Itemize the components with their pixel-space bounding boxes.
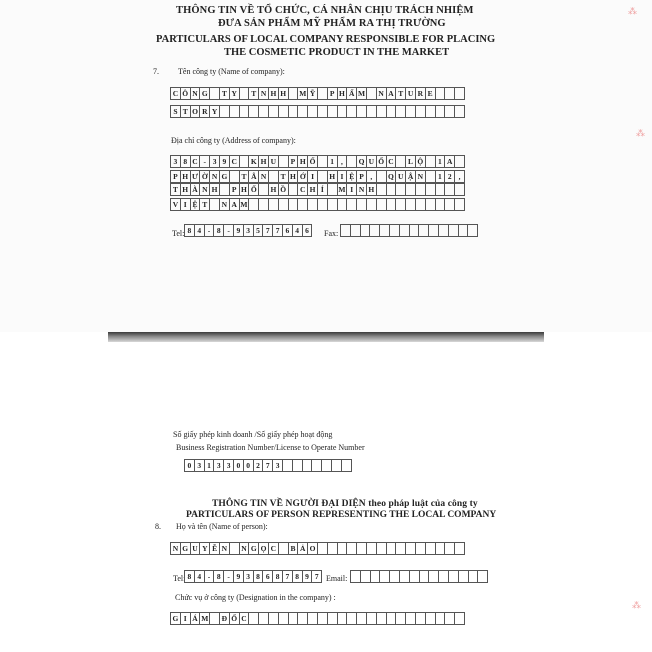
heading-en-line2: THE COSMETIC PRODUCT IN THE MARKET xyxy=(224,47,450,58)
char-box: Y xyxy=(209,105,220,118)
char-box: 5 xyxy=(253,224,264,237)
char-box: 3 xyxy=(243,570,254,583)
char-box: 4 xyxy=(194,224,205,237)
char-box: T xyxy=(239,170,250,183)
char-box xyxy=(467,224,478,237)
char-box: 8 xyxy=(180,155,191,168)
char-box: I xyxy=(180,612,191,625)
char-box: Ỹ xyxy=(307,87,318,100)
char-box: H xyxy=(288,170,299,183)
char-box: 0 xyxy=(243,459,254,472)
char-box: 1 xyxy=(435,155,446,168)
char-box: T xyxy=(199,198,210,211)
char-box: Q xyxy=(386,170,397,183)
char-box: C xyxy=(239,612,250,625)
char-box xyxy=(454,87,465,100)
char-box: , xyxy=(454,170,465,183)
heading-en-line1: PARTICULARS OF LOCAL COMPANY RESPONSIBLE FOR PLACING xyxy=(156,34,496,45)
char-box: H xyxy=(268,183,279,196)
char-box: T xyxy=(248,87,259,100)
char-box: V xyxy=(170,198,181,211)
address-row-4[interactable] xyxy=(170,198,465,211)
char-box: O xyxy=(307,542,318,555)
char-box: 9 xyxy=(233,224,244,237)
company-name-row-2[interactable] xyxy=(170,105,465,118)
char-box: L xyxy=(405,155,416,168)
char-box: 7 xyxy=(311,570,322,583)
char-box: Đ xyxy=(219,612,230,625)
char-box: T xyxy=(170,183,181,196)
char-box: M xyxy=(338,185,346,194)
char-box: Ớ xyxy=(297,170,308,183)
address-label: Địa chỉ công ty (Address of company): xyxy=(171,136,296,145)
char-box: N xyxy=(209,170,220,183)
char-box: G xyxy=(180,542,191,555)
char-box: N xyxy=(219,542,230,555)
char-box: B xyxy=(288,542,299,555)
char-box: 9 xyxy=(219,155,230,168)
char-box: 7 xyxy=(262,459,273,472)
char-box: 6 xyxy=(262,570,273,583)
char-box: C xyxy=(170,87,181,100)
char-box: Ô xyxy=(180,87,191,100)
char-box: - xyxy=(223,224,234,237)
designation-field[interactable] xyxy=(170,612,465,625)
char-box: - xyxy=(204,570,215,583)
address-row-1[interactable] xyxy=(170,155,465,168)
char-box: 6 xyxy=(302,224,313,237)
char-box: O xyxy=(190,105,201,118)
company-name-label: Tên công ty (Name of company): xyxy=(178,67,285,76)
char-box: Â xyxy=(248,170,259,183)
char-box: N xyxy=(199,183,210,196)
company-name-row-1[interactable] xyxy=(170,87,465,100)
char-box: - xyxy=(204,224,215,237)
char-box: N xyxy=(356,183,367,196)
char-box xyxy=(454,612,465,625)
char-box: 8 xyxy=(213,224,224,237)
char-box: Ờ xyxy=(199,170,210,183)
char-box: C xyxy=(190,155,201,168)
char-box: 9 xyxy=(233,570,244,583)
person-tel-label: Tel: xyxy=(173,574,186,583)
char-box: U xyxy=(366,155,377,168)
char-box: 3 xyxy=(194,459,205,472)
char-box: Y xyxy=(199,542,210,555)
char-box: , xyxy=(366,170,377,183)
char-box xyxy=(454,542,465,555)
char-box: 0 xyxy=(184,459,195,472)
form-page-bottom xyxy=(0,342,652,652)
char-box: G xyxy=(170,612,181,625)
person-name-field[interactable] xyxy=(170,542,465,555)
char-box: P xyxy=(170,170,181,183)
char-box: Ễ xyxy=(209,542,220,555)
char-box: C xyxy=(229,155,240,168)
char-box: Q xyxy=(356,155,367,168)
char-box xyxy=(341,459,352,472)
char-box: 1 xyxy=(435,170,446,183)
char-box: H xyxy=(307,183,318,196)
person-email-field[interactable] xyxy=(350,570,488,583)
char-box: H xyxy=(180,170,191,183)
char-box: 8 xyxy=(213,570,224,583)
char-box: N xyxy=(376,87,387,100)
rep-heading-vn: THÔNG TIN VỀ NGƯỜI ĐẠI DIỆN theo pháp luật của công ty xyxy=(212,499,478,509)
page-divider xyxy=(108,332,544,342)
char-box: 8 xyxy=(292,570,303,583)
char-box xyxy=(454,155,465,168)
char-box: Ọ xyxy=(258,542,269,555)
char-box: 8 xyxy=(184,224,195,237)
char-box: I xyxy=(307,170,318,183)
char-box: P xyxy=(229,183,240,196)
char-box: P xyxy=(288,155,299,168)
char-box: H xyxy=(297,155,308,168)
char-box: U xyxy=(395,170,406,183)
char-box: 3 xyxy=(209,155,220,168)
address-row-2[interactable] xyxy=(170,170,465,183)
business-registration-field[interactable] xyxy=(184,459,352,472)
designation-label: Chức vụ ở công ty (Designation in the company) : xyxy=(175,593,336,602)
char-box: 3 xyxy=(243,224,254,237)
char-box: H xyxy=(209,183,220,196)
char-box: 3 xyxy=(213,459,224,472)
char-box: Ộ xyxy=(415,155,426,168)
business-label-en: Business Registration Number/License to Operate Number xyxy=(176,443,365,452)
char-box: 6 xyxy=(282,224,293,237)
char-box: H xyxy=(239,183,250,196)
char-box xyxy=(454,105,465,118)
char-box: E xyxy=(425,87,436,100)
heading-vn-line2: ĐƯA SẢN PHẨM MỸ PHẨM RA THỊ TRƯỜNG xyxy=(218,18,446,29)
rep-heading-en: PARTICULARS OF PERSON REPRESENTING THE LOCAL COMPANY xyxy=(186,510,497,520)
stamp-mark-middle: ⁂ xyxy=(636,128,645,138)
char-box xyxy=(454,183,465,196)
char-box: S xyxy=(170,105,181,118)
char-box: 8 xyxy=(272,570,283,583)
char-box: 2 xyxy=(253,459,264,472)
char-box: Ố xyxy=(248,183,259,196)
char-box: H xyxy=(327,170,338,183)
char-box: 4 xyxy=(194,570,205,583)
char-box: Ệ xyxy=(346,170,357,183)
char-box: I xyxy=(180,198,191,211)
section-8-number: 8. xyxy=(155,522,161,531)
char-box: H xyxy=(258,155,269,168)
char-box: Ố xyxy=(376,155,387,168)
address-row-3[interactable] xyxy=(170,183,465,196)
char-box: P xyxy=(356,170,367,183)
char-box: M xyxy=(201,614,209,623)
char-box: Ố xyxy=(307,155,318,168)
char-box: 2 xyxy=(444,170,455,183)
char-box: 1 xyxy=(327,155,338,168)
char-box: R xyxy=(199,105,210,118)
char-box: H xyxy=(366,183,377,196)
company-tel-field[interactable] xyxy=(184,224,312,237)
char-box: A xyxy=(444,155,455,168)
char-box: K xyxy=(248,155,259,168)
business-label-vn: Số giấy phép kinh doanh /Số giấy phép hoạt động xyxy=(173,430,333,439)
char-box: G xyxy=(219,170,230,183)
char-box: - xyxy=(199,155,210,168)
char-box: I xyxy=(337,170,348,183)
char-box: Ẩ xyxy=(346,87,357,100)
stamp-mark-bottom: ⁂ xyxy=(632,600,641,610)
char-box: Ồ xyxy=(278,183,289,196)
char-box: N xyxy=(239,542,250,555)
char-box: C xyxy=(297,183,308,196)
char-box: Ố xyxy=(229,612,240,625)
char-box xyxy=(454,198,465,211)
char-box: H xyxy=(337,87,348,100)
char-box: G xyxy=(248,542,259,555)
char-box: Ư xyxy=(190,170,201,183)
char-box: - xyxy=(223,570,234,583)
char-box: M xyxy=(240,200,248,209)
char-box: P xyxy=(327,87,338,100)
char-box: Í xyxy=(317,183,328,196)
char-box: À xyxy=(190,183,201,196)
char-box: Ệ xyxy=(190,198,201,211)
char-box: N xyxy=(170,542,181,555)
char-box: Y xyxy=(229,87,240,100)
char-box: N xyxy=(219,198,230,211)
char-box: H xyxy=(180,183,191,196)
char-box: 8 xyxy=(253,570,264,583)
char-box: 3 xyxy=(223,459,234,472)
char-box: N xyxy=(258,170,269,183)
char-box: A xyxy=(386,87,397,100)
char-box: U xyxy=(268,155,279,168)
char-box: Ả xyxy=(297,542,308,555)
char-box: N xyxy=(415,170,426,183)
company-fax-field[interactable] xyxy=(340,224,478,237)
char-box: , xyxy=(337,155,348,168)
char-box: Á xyxy=(190,612,201,625)
char-box: H xyxy=(278,87,289,100)
char-box xyxy=(477,570,488,583)
char-box: 3 xyxy=(170,155,181,168)
char-box: 7 xyxy=(272,224,283,237)
section-7-number: 7. xyxy=(153,67,159,76)
char-box: U xyxy=(405,87,416,100)
char-box: M xyxy=(357,89,366,98)
char-box: 4 xyxy=(292,224,303,237)
char-box: 7 xyxy=(262,224,273,237)
char-box: 3 xyxy=(272,459,283,472)
person-name-label: Họ và tên (Name of person): xyxy=(176,522,268,531)
char-box: T xyxy=(278,170,289,183)
char-box: A xyxy=(229,198,240,211)
char-box: T xyxy=(395,87,406,100)
person-email-label: Email: xyxy=(326,574,348,583)
stamp-mark-top: ⁂ xyxy=(628,6,637,16)
char-box: 9 xyxy=(302,570,313,583)
char-box: 8 xyxy=(184,570,195,583)
char-box: Ậ xyxy=(405,170,416,183)
char-box: R xyxy=(415,87,426,100)
char-box: C xyxy=(386,155,397,168)
char-box: N xyxy=(258,87,269,100)
char-box: 7 xyxy=(282,570,293,583)
heading-vn-line1: THÔNG TIN VỀ TỔ CHỨC, CÁ NHÂN CHỊU TRÁCH NHIỆM xyxy=(176,5,474,16)
char-box: I xyxy=(346,183,357,196)
char-box: U xyxy=(190,542,201,555)
char-box: G xyxy=(199,87,210,100)
char-box: T xyxy=(180,105,191,118)
char-box: 0 xyxy=(233,459,244,472)
char-box: T xyxy=(219,87,230,100)
person-tel-field[interactable] xyxy=(184,570,322,583)
char-box: N xyxy=(190,87,201,100)
company-fax-label: Fax: xyxy=(324,229,339,238)
company-tel-label: Tel: xyxy=(172,229,185,238)
char-box: M xyxy=(299,89,307,98)
char-box: H xyxy=(268,87,279,100)
char-box: C xyxy=(268,542,279,555)
char-box: 1 xyxy=(204,459,215,472)
